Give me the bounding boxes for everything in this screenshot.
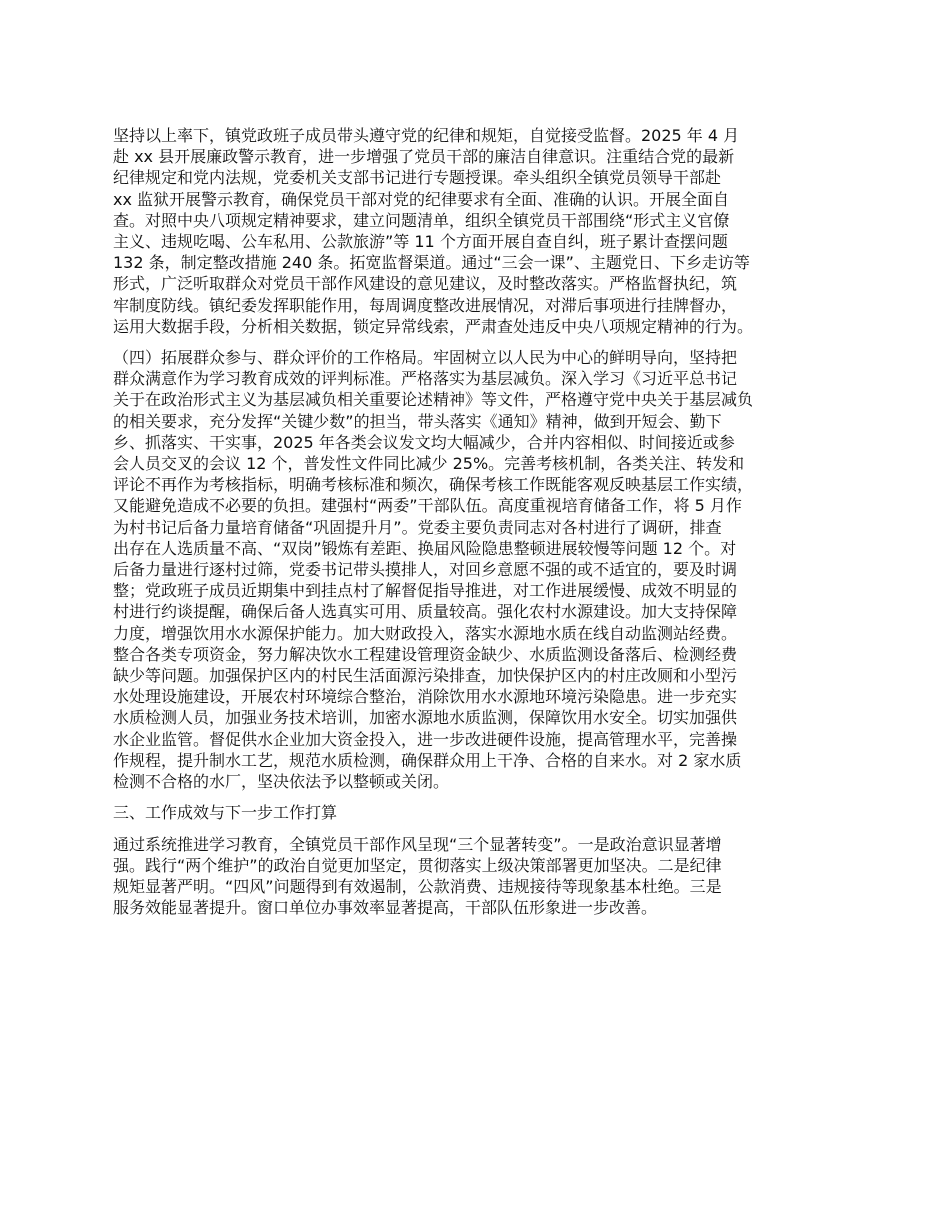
text-line: 规矩显著严明。“四风”问题得到有效遏制，公款消费、违规接待等现象基本杜绝。三是 (113, 876, 722, 896)
paragraph-results-summary (113, 834, 853, 919)
text-line: 出存在人选质量不高、“双岗”锻炼有差距、换届风险隐患整顿进展较慢等问题 12 个。对 (113, 538, 737, 558)
text-line: 纪律规定和党内法规，党委机关支部书记进行专题授课。牵头组织全镇党员领导干部赴 (113, 168, 722, 188)
text-line: 查。对照中央八项规定精神要求，建立问题清单，组织全镇党员干部围绕“形式主义官僚 (113, 210, 730, 230)
text-line: 力度，增强饮用水水源保护能力。加大财政投入，落实水源地水质在线自动监测站经费。 (113, 623, 738, 643)
text-line: 整合各类专项资金，努力解决饮水工程建设管理资金缺少、水质监测设备落后、检测经费 (113, 644, 738, 664)
text-line: 会人员交叉的会议 12 个，普发性文件同比减少 25%。完善考核机制，各类关注、转发和 (113, 454, 745, 474)
section-heading: 三、工作成效与下一步工作打算 (113, 803, 338, 823)
text-line: 评论不再作为考核指标，明确考核标准和频次，确保考核工作既能客观反映基层工作实绩， (113, 475, 754, 495)
paragraph-gap (113, 337, 853, 347)
text-line: 运用大数据手段，分析相关数据，锁定异常线索，严肃查处违反中央八项规定精神的行为。 (113, 316, 754, 336)
text-line: 强。践行“两个维护”的政治自觉更加坚定，贯彻落实上级决策部署更加坚决。二是纪律 (113, 855, 722, 875)
text-line: （四）拓展群众参与、群众评价的工作格局。牢固树立以人民为中心的鲜明导向，坚持把 (113, 348, 738, 368)
text-line: xx 监狱开展警示教育，确保党员干部对党的纪律要求有全面、准确的认识。开展全面自 (113, 189, 730, 209)
text-line: 水处理设施建设，开展农村环境综合整治，消除饮用水水源地环境污染隐患。进一步充实 (113, 687, 738, 707)
text-line: 检测不合格的水厂，坚决依法予以整顿或关闭。 (113, 772, 450, 792)
paragraph-public-participation (113, 347, 853, 792)
text-line: 村进行约谈提醒，确保后备人选真实可用、质量较高。强化农村水源建设。加大支持保障 (113, 602, 738, 622)
document-body (113, 125, 853, 918)
text-line: 又能避免造成不必要的负担。建强村“两委”干部队伍。高度重视培育储备工作，将 5 月作 (113, 496, 742, 516)
text-line: 水质检测人员，加强业务技术培训，加密水源地水质监测，保障饮用水安全。切实加强供 (113, 708, 738, 728)
section-heading-results (113, 802, 853, 823)
text-line: 关于在政治形式主义为基层减负相关重要论述精神》等文件，严格遵守党中央关于基层减负 (113, 390, 754, 410)
text-line: 坚持以上率下，镇党政班子成员带头遵守党的纪律和规矩，自觉接受监督。2025 年 4 月 (113, 126, 740, 145)
paragraph-gap (113, 792, 853, 802)
text-line: 服务效能显著提升。窗口单位办事效率显著提高，干部队伍形象进一步改善。 (113, 898, 658, 918)
text-line: 乡、抓落实、干实事，2025 年各类会议发文均大幅减少，合并内容相似、时间接近或参 (113, 432, 735, 452)
text-line: 群众满意作为学习教育成效的评判标准。严格落实为基层减负。深入学习《习近平总书记 (113, 369, 738, 389)
text-line: 赴 xx 县开展廉政警示教育，进一步增强了党员干部的廉洁自律意识。注重结合党的最新 (113, 147, 735, 167)
paragraph-gap (113, 824, 853, 834)
paragraph-discipline-supervision (113, 125, 853, 337)
text-line: 牢制度防线。镇纪委发挥职能作用，每周调度整改进展情况，对滞后事项进行挂牌督办， (113, 295, 738, 315)
text-line: 缺少等问题。加强保护区内的村民生活面源污染排查，加快保护区内的村庄改厕和小型污 (113, 666, 738, 686)
text-line: 为村书记后备力量培育储备“巩固提升月”。党委主要负责同志对各村进行了调研，排查 (113, 517, 722, 537)
text-line: 的相关要求，充分发挥“关键少数”的担当，带头落实《通知》精神，做到开短会、勤下 (113, 411, 722, 431)
text-line: 通过系统推进学习教育，全镇党员干部作风呈现“三个显著转变”。一是政治意识显著增 (113, 834, 722, 854)
text-line: 132 条，制定整改措施 240 条。拓宽监督渠道。通过“三会一课”、主题党日、下乡走访等 (113, 253, 750, 273)
text-line: 整；党政班子成员近期集中到挂点村了解督促指导推进，对工作进展缓慢、成效不明显的 (113, 581, 738, 601)
text-line: 后备力量进行逐村过筛，党委书记带头摸排人，对回乡意愿不强的或不适宜的，要及时调 (113, 560, 738, 580)
text-line: 主义、违规吃喝、公车私用、公款旅游”等 11 个方面开展自查自纠，班子累计查摆问题 (113, 232, 728, 252)
text-line: 水企业监管。督促供水企业加大资金投入，进一步改进硬件设施，提高管理水平，完善操 (113, 729, 738, 749)
text-line: 形式，广泛听取群众对党员干部作风建设的意见建议，及时整改落实。严格监督执纪，筑 (113, 274, 738, 294)
text-line: 作规程，提升制水工艺，规范水质检测，确保群众用上干净、合格的自来水。对 2 家水质 (113, 750, 742, 770)
